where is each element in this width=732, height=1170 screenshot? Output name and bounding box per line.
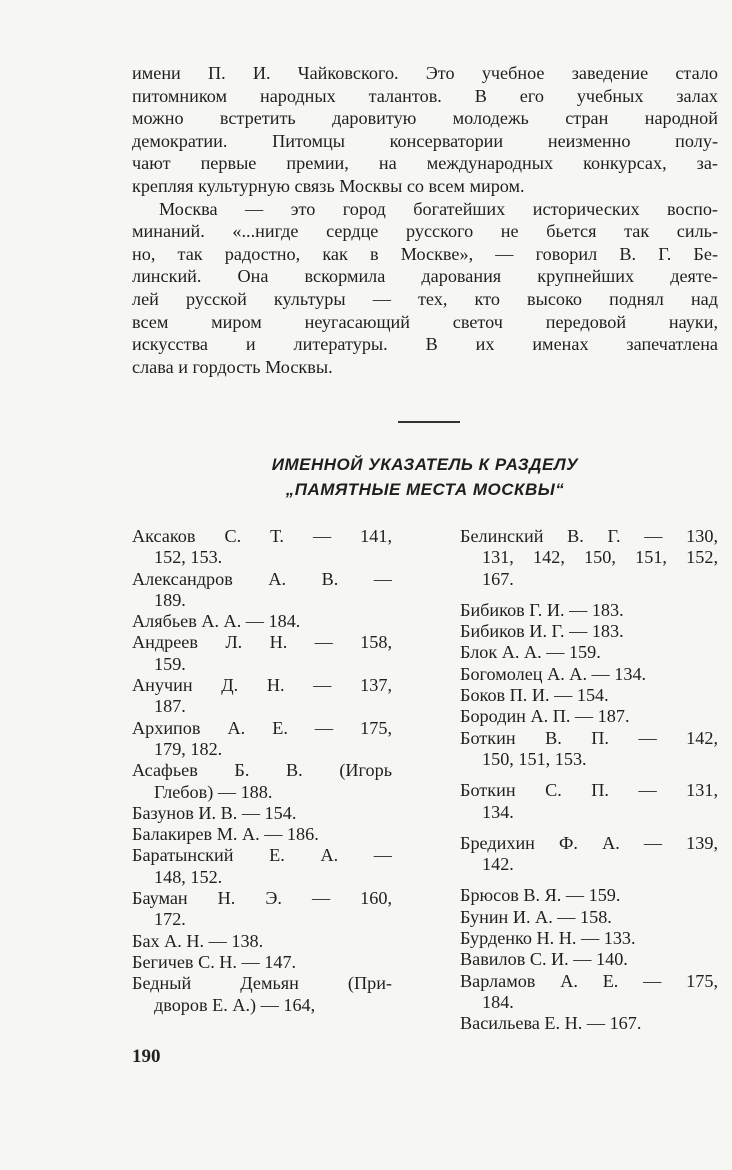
text-line: слава и гордость Москвы. (132, 356, 333, 377)
entry-spacer (460, 823, 718, 833)
index-entry (132, 845, 392, 888)
index-entry (460, 780, 718, 823)
index-entry-line: Брюсов В. Я. — 159. (460, 885, 621, 906)
index-entry (132, 931, 392, 952)
index-entry (460, 600, 718, 621)
index-entry-line: Васильева Е. Н. — 167. (460, 1013, 642, 1034)
index-entry (460, 928, 718, 949)
index-entry-continuation: 142. (482, 854, 514, 875)
index-entry (132, 611, 392, 632)
text-line: чают первые премии, на международных конкурсах, за- (132, 153, 718, 174)
index-entry-line: Бауман Н. Э. — 160, (132, 888, 392, 909)
entry-spacer (460, 770, 718, 780)
index-entry-line: Александров А. В. — (132, 568, 392, 589)
index-entry (460, 706, 718, 727)
index-entry-line: Бредихин Ф. А. — 139, (460, 832, 718, 853)
index-entry-line: Асафьев Б. В. (Игорь (132, 760, 392, 781)
index-entry (132, 888, 392, 931)
index-entry (132, 526, 392, 569)
index-entry-line: Бах А. Н. — 138. (132, 930, 264, 951)
index-entry (132, 973, 392, 1016)
index-entry-continuation: 131, 142, 150, 151, 152, (482, 547, 718, 568)
index-entry (132, 632, 392, 675)
index-entry-line: Андреев Л. Н. — 158, (132, 632, 392, 653)
text-line: всем миром неугасающий светоч передовой науки, (132, 311, 718, 332)
index-entry-line: Аксаков С. Т. — 141, (132, 526, 392, 546)
index-entry-continuation: 187. (154, 696, 186, 717)
text-line: но, так радостно, как в Москве», — говорил В. Г. Бе- (132, 243, 718, 264)
index-entry (460, 949, 718, 970)
index-entry-line: Архипов А. Е. — 175, (132, 717, 392, 738)
index-entry-continuation: 134. (482, 801, 514, 822)
index-column-left (132, 526, 392, 1016)
index-entry-continuation: 150, 151, 153. (482, 748, 587, 769)
index-entry (132, 952, 392, 973)
section-divider (398, 421, 460, 423)
index-entry (460, 907, 718, 928)
index-heading-line-2: „ПАМЯТНЫЕ МЕСТА МОСКВЫ“ (285, 480, 565, 499)
index-entry-continuation: 159. (154, 653, 186, 674)
text-line: линский. Она вскормила дарования крупнейших деяте- (132, 266, 718, 287)
index-entry-line: Анучин Д. Н. — 137, (132, 675, 392, 696)
index-entry (460, 526, 718, 590)
index-entry (132, 760, 392, 803)
index-entry (460, 621, 718, 642)
index-entry-continuation: 167. (482, 568, 514, 589)
index-entry (460, 833, 718, 876)
index-entry-continuation: дворов Е. А.) — 164, (154, 994, 316, 1015)
index-entry-continuation: 179, 182. (154, 738, 223, 759)
index-entry (460, 685, 718, 706)
text-line: можно встретить даровитую молодежь стран народной (132, 108, 718, 129)
page-number: 190 (132, 1046, 161, 1067)
entry-spacer (460, 590, 718, 600)
index-entry-line: Варламов А. Е. — 175, (460, 970, 718, 991)
body-text (132, 62, 718, 378)
index-entry-line: Боткин В. П. — 142, (460, 727, 718, 748)
text-line: искусства и литературы. В их именах запечатлена (132, 334, 718, 355)
index-entry (460, 642, 718, 663)
index-entry (132, 824, 392, 845)
text-line: Москва — это город богатейших исторических воспо- (159, 198, 718, 219)
text-line: лей русской культуры — тех, кто высоко поднял над (132, 288, 718, 309)
index-entry-line: Бунин И. А. — 158. (460, 906, 612, 927)
index-entry-line: Вавилов С. И. — 140. (460, 949, 628, 970)
paragraph-1 (132, 62, 718, 198)
index-column-right (460, 526, 718, 1035)
index-entry (132, 803, 392, 824)
index-entry-continuation: Глебов) — 188. (154, 781, 273, 802)
index-entry (460, 728, 718, 771)
index-entry (460, 885, 718, 906)
index-entry-line: Бегичев С. Н. — 147. (132, 951, 297, 972)
index-heading-line-1: ИМЕННОЙ УКАЗАТЕЛЬ К РАЗДЕЛУ (271, 455, 579, 474)
index-entry-line: Блок А. А. — 159. (460, 642, 601, 663)
index-entry-line: Бибиков Г. И. — 183. (460, 599, 624, 620)
index-entry-line: Белинский В. Г. — 130, (460, 526, 718, 546)
index-entry-line: Базунов И. В. — 154. (132, 802, 297, 823)
index-entry-line: Боков П. И. — 154. (460, 685, 609, 706)
index-entry (132, 569, 392, 612)
index-entry-continuation: 184. (482, 991, 514, 1012)
index-entry-line: Бедный Демьян (При- (132, 973, 392, 994)
index-entry-line: Баратынский Е. А. — (132, 845, 392, 866)
index-entry-line: Алябьев А. А. — 184. (132, 611, 301, 632)
index-heading (132, 452, 718, 502)
text-line: питомником народных талантов. В его учебных залах (132, 85, 718, 106)
index-entry-line: Бибиков И. Г. — 183. (460, 621, 624, 642)
index-entry-line: Богомолец А. А. — 134. (460, 663, 647, 684)
paragraph-2 (132, 198, 718, 379)
index-entry (460, 971, 718, 1014)
index-entry (460, 664, 718, 685)
index-entry-continuation: 148, 152. (154, 866, 223, 887)
entry-spacer (460, 875, 718, 885)
index-entry-line: Боткин С. П. — 131, (460, 780, 718, 801)
index-entry (132, 718, 392, 761)
index-entry-continuation: 172. (154, 909, 186, 930)
index-entry (460, 1013, 718, 1034)
index-entry-continuation: 152, 153. (154, 547, 223, 568)
text-line: крепляя культурную связь Москвы со всем миром. (132, 175, 525, 196)
index-entry-line: Бородин А. П. — 187. (460, 706, 630, 727)
index-entry-continuation: 189. (154, 589, 186, 610)
index-entry-line: Балакирев М. А. — 186. (132, 824, 319, 845)
index-entry (132, 675, 392, 718)
index-entry-line: Бурденко Н. Н. — 133. (460, 928, 636, 949)
text-line: демократии. Питомцы консерватории неизменно полу- (132, 130, 718, 151)
text-line: минаний. «...нигде сердце русского не бьется так силь- (132, 221, 718, 242)
text-line: имени П. И. Чайковского. Это учебное заведение стало (132, 63, 718, 83)
